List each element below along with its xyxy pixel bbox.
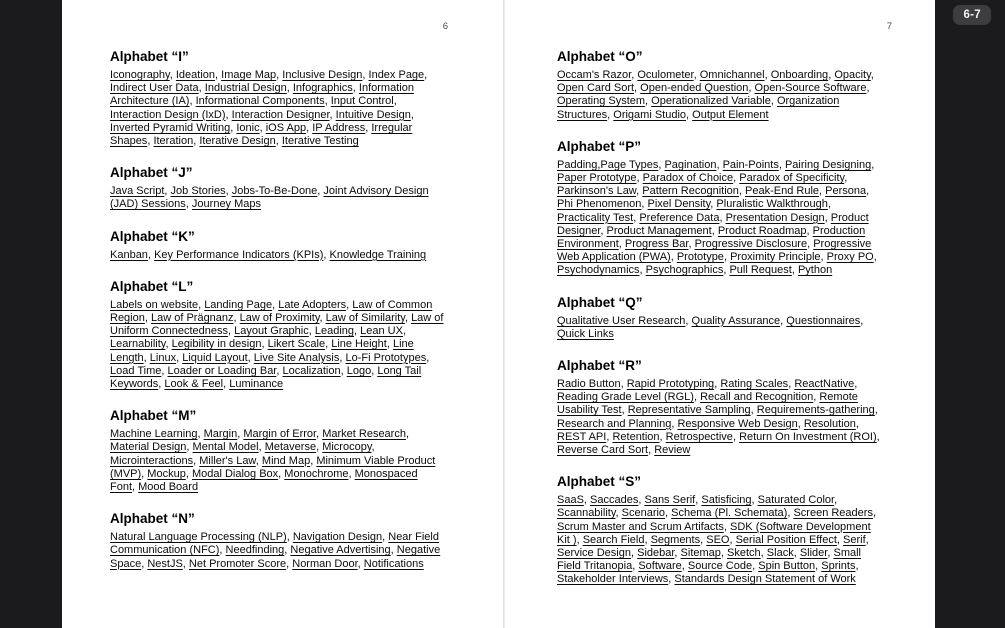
glossary-term-link[interactable]: Spin Button [758, 560, 816, 573]
glossary-term-link[interactable]: Scrum Master and Scrum Artifacts [557, 520, 724, 533]
glossary-term-link[interactable]: Retention [612, 430, 660, 443]
glossary-term-link[interactable]: Open-ended Question [640, 82, 749, 95]
glossary-term-link[interactable]: Quality Assurance [691, 314, 781, 327]
section-heading: Alphabet “O” [557, 49, 643, 64]
glossary-terms: Labels on website, Landing Page, Late Adopters, Law of Common Region, Law of Prägnanz, Law of Proximity, Law of Similarity, Law of Uniform Connectedness, Layout Graphic, Leading, Lean UX, Learnability, Legibility in design, Likert Scale, Line Height, Line Length, Linux, Liquid Layout, Live Site Analysis, Lo-Fi Prototypes, Load Time, Loader or Loading Bar, Localization, Logo, Long Tail Keywords, Look & Feel, Luminance [110, 298, 444, 391]
glossary-terms: Qualitative User Research, Quality Assurance, Questionnaires, Quick Links [557, 314, 864, 340]
glossary-term-link[interactable]: Scannability [557, 507, 616, 520]
glossary-term-link[interactable]: Needfinding [225, 544, 285, 557]
glossary-term-link[interactable]: Onboarding [770, 69, 829, 81]
glossary-term-link[interactable]: Journey Maps [191, 198, 262, 211]
glossary-term-link[interactable]: Joint Advisory Design (JAD) Sessions [110, 185, 429, 211]
glossary-term-link[interactable]: NestJS [147, 557, 183, 570]
glossary-term-link[interactable]: Source Code [687, 560, 753, 573]
glossary-term-link[interactable]: SaaS [557, 494, 584, 507]
glossary-term-link[interactable]: Mockup [147, 467, 186, 480]
page-right [505, 0, 935, 628]
section-heading: Alphabet “L” [110, 278, 194, 294]
glossary-term-link[interactable]: Software [638, 560, 682, 573]
glossary-term-link[interactable]: Natural Language Processing (NLP) [110, 531, 287, 544]
glossary-term-link[interactable]: Paradox of Choice [642, 172, 734, 185]
glossary-term-link[interactable]: SEO [706, 533, 730, 546]
glossary-term-link[interactable]: Pattern Recognition [642, 185, 739, 198]
glossary-term-link[interactable]: Rapid Prototyping [626, 378, 715, 391]
glossary-term-link[interactable]: Microcopy [322, 441, 372, 454]
glossary-term-link[interactable]: Inclusive Design [282, 69, 363, 81]
section-heading: Alphabet “N” [110, 511, 195, 527]
section-heading: Alphabet “S” [557, 474, 642, 490]
glossary-term-link[interactable]: Pain-Points [722, 158, 779, 171]
glossary-term-link[interactable]: Open-Source Software [754, 82, 867, 95]
glossary-term-link[interactable]: Progress Bar [624, 238, 689, 251]
glossary-term-link[interactable]: Leading [314, 325, 355, 338]
glossary-term-link[interactable]: Iteration [153, 135, 194, 148]
glossary-term-link[interactable]: Schema (Pl. Schemata) [671, 507, 788, 520]
glossary-term-link[interactable]: Paper Prototype [557, 172, 637, 185]
glossary-term-link[interactable]: Kanban [110, 248, 148, 261]
glossary-term-link[interactable]: Progressive Web Application (PWA) [557, 238, 872, 264]
glossary-term-link[interactable]: Interaction Designer [231, 108, 330, 121]
page-number: 7 [886, 21, 892, 32]
glossary-term-link[interactable]: Saccades [590, 494, 639, 507]
section-heading: Alphabet “R” [557, 358, 642, 374]
glossary-term-link[interactable]: Machine Learning [110, 428, 198, 441]
glossary-term-link[interactable]: Lo-Fi Prototypes [345, 351, 427, 364]
glossary-term-link[interactable]: Modal Dialog Box [191, 467, 279, 480]
glossary-terms: Padding,Page Types, Pagination, Pain-Points, Pairing Designing, Paper Prototype, Paradox of Choice, Paradox of Specificity, Parkinson's Law, Pattern Recognition, Peak-End Rule, Persona, Phi Phenomenon, Pixel Density, Pluralistic Walkthrough, Practicality Test, Preference Data, Presentation Design, Product Designer, Product Management, Product Roadmap, Production Environment, Progress Bar, Progressive Disclosure, Progressive Web Application (PWA), Prototype, Proximity Principle, Proxy PO, Psychodynamics, Psychographics, Pull Request, Python [557, 158, 877, 277]
glossary-term-link[interactable]: Requirements-gathering [756, 404, 875, 417]
glossary-term-link[interactable]: Review [654, 444, 691, 457]
glossary-term-link[interactable]: Layout Graphic [234, 325, 309, 338]
glossary-term-link[interactable]: Serial Position Effect [735, 533, 837, 546]
glossary-term-link[interactable]: Omnichannel [699, 69, 765, 81]
glossary-term-link[interactable]: Presentation Design [725, 211, 825, 224]
glossary-term-link[interactable]: Negative Advertising [290, 544, 391, 557]
glossary-term-link[interactable]: Line Height [331, 338, 387, 351]
section-heading: Alphabet “P” [557, 138, 642, 154]
glossary-terms: Kanban, Key Performance Indicators (KPIs), Knowledge Training [110, 248, 427, 261]
glossary-term-link[interactable]: Proxy PO [826, 251, 874, 264]
glossary-term-link[interactable]: Law of Proximity [239, 312, 320, 325]
page-spread [62, 0, 935, 628]
glossary-term-link[interactable]: Origami Studio [613, 108, 687, 121]
section-heading: Alphabet “I” [110, 49, 189, 64]
section-heading: Alphabet “J” [110, 165, 193, 181]
glossary-term-link[interactable]: Research and Planning [557, 417, 672, 430]
glossary-term-link[interactable]: Late Adopters [278, 298, 347, 311]
glossary-term-link[interactable]: Opacity [834, 69, 871, 81]
glossary-term-link[interactable]: Index Page [368, 69, 425, 81]
glossary-term-link[interactable]: Material Design [110, 441, 187, 454]
glossary-term-link[interactable]: Satisficing [701, 494, 752, 507]
glossary-term-link[interactable]: Indirect User Data [110, 82, 199, 95]
glossary-term-link[interactable]: Law of Common Region [110, 298, 433, 325]
glossary-term-link[interactable]: Standards Design Statement of Work [674, 573, 856, 586]
glossary-term-link[interactable]: Net Promoter Score [188, 557, 287, 570]
glossary-term-link[interactable]: Padding,Page Types [557, 158, 659, 171]
glossary-term-link[interactable]: Return On Investment (ROI) [739, 430, 877, 443]
glossary-term-link[interactable]: Liquid Layout [182, 351, 248, 364]
glossary-term-link[interactable]: Practicality Test [557, 211, 634, 224]
glossary-terms: Occam's Razor, Oculometer, Omnichannel, Onboarding, Opacity, Open Card Sort, Open-ended Question, Open-Source Software, Operating System, Operationalized Variable, Organization Structures, Origami Studio, Output Element [557, 69, 874, 121]
glossary-term-link[interactable]: Interaction Design (IxD) [110, 108, 226, 121]
glossary-term-link[interactable]: Small Field Tritanopia [557, 547, 861, 573]
glossary-term-link[interactable]: Industrial Design [204, 82, 287, 95]
glossary-term-link[interactable]: Production Environment [557, 224, 866, 251]
glossary-term-link[interactable]: Occam's Razor [557, 69, 632, 81]
glossary-term-link[interactable]: Irregular Shapes [110, 121, 413, 148]
glossary-term-link[interactable]: Metaverse [264, 441, 317, 454]
glossary-term-link[interactable]: Ideation [175, 69, 216, 81]
glossary-term-link[interactable]: Progressive Disclosure [694, 238, 808, 251]
glossary-term-link[interactable]: Monospaced Font [110, 467, 418, 494]
glossary-term-link[interactable]: Product Roadmap [717, 224, 807, 237]
glossary-term-link[interactable]: Operating System [557, 95, 646, 108]
glossary-term-link[interactable]: Miller's Law [199, 454, 256, 467]
glossary-term-link[interactable]: Law of Similarity [325, 312, 405, 325]
glossary-term-link[interactable]: Iconography [110, 69, 170, 81]
glossary-term-link[interactable]: Peak-End Rule [745, 185, 820, 198]
glossary-term-link[interactable]: Open Card Sort [557, 82, 635, 95]
glossary-term-link[interactable]: Java Script [110, 185, 165, 198]
glossary-term-link[interactable]: Recall and Recognition [700, 391, 814, 404]
glossary-term-link[interactable]: Learnability [110, 338, 166, 351]
glossary-term-link[interactable]: Pairing Designing [784, 158, 872, 171]
glossary-term-link[interactable]: Mind Map [261, 454, 311, 467]
glossary-term-link[interactable]: SDK (Software Development Kit ) [557, 520, 871, 546]
glossary-term-link[interactable]: Retrospective [665, 430, 733, 443]
glossary-term-link[interactable]: Qualitative User Research [557, 314, 686, 327]
glossary-terms: Iconography, Ideation, Image Map, Inclusive Design, Index Page, Indirect User Data, Industrial Design, Infographics, Information Architecture (IA), Informational Components, Input Control, Interaction Design (IxD), Interaction Designer, Intuitive Design, Inverted Pyramid Writing, Ionic, iOS App, IP Address, Irregular Shapes, Iteration, Iterative Design, Iterative Testing [110, 69, 428, 148]
glossary-term-link[interactable]: iOS App [265, 121, 307, 134]
glossary-term-link[interactable]: Key Performance Indicators (KPIs) [154, 248, 324, 261]
glossary-term-link[interactable]: Reverse Card Sort [557, 444, 649, 457]
glossary-term-link[interactable]: Oculometer [637, 69, 694, 81]
glossary-term-link[interactable]: Notifications [363, 557, 424, 570]
glossary-term-link[interactable]: Screen Readers [793, 507, 873, 520]
glossary-term-link[interactable]: Legibility in design [171, 338, 262, 351]
glossary-term-link[interactable]: Pluralistic Walkthrough [716, 198, 828, 211]
glossary-term-link[interactable]: Luminance [229, 378, 284, 391]
glossary-terms: Radio Button, Rapid Prototyping, Rating Scales, ReactNative, Reading Grade Level (RGL), Recall and Recognition, Remote Usability Test, Representative Sampling, Requirements-gathering, Research and Planning, Responsive Web Design, Resolution, REST API, Retention, Retrospective, Return On Investment (ROI), Reverse Card Sort, Review [557, 378, 880, 457]
glossary-term-link[interactable]: Segments [650, 533, 701, 546]
glossary-term-link[interactable]: Image Map [221, 69, 277, 81]
glossary-term-link[interactable]: Saturated Color [757, 494, 835, 507]
glossary-term-link[interactable]: Paradox of Specificity [739, 172, 845, 185]
page-content [505, 49, 883, 587]
glossary-term-link[interactable]: Iterative Design [199, 135, 276, 148]
glossary-term-link[interactable]: Iterative Testing [281, 135, 359, 148]
glossary-term-link[interactable]: Market Research [322, 428, 406, 441]
glossary-term-link[interactable]: Logo [346, 364, 372, 377]
glossary-term-link[interactable]: Sprints [821, 560, 856, 573]
glossary-term-link[interactable]: Job Stories [170, 185, 226, 198]
glossary-term-link[interactable]: Phi Phenomenon [557, 198, 642, 211]
glossary-term-link[interactable]: Near Field Communication (NFC) [110, 531, 439, 557]
glossary-term-link[interactable]: Scenario [621, 507, 666, 520]
glossary-term-link[interactable]: Sketch [727, 547, 761, 560]
glossary-term-link[interactable]: Reading Grade Level (RGL) [557, 391, 694, 404]
glossary-term-link[interactable]: Preference Data [639, 211, 720, 224]
glossary-term-link[interactable]: Parkinson's Law [557, 185, 637, 198]
glossary-term-link[interactable]: Input Control [330, 95, 394, 108]
glossary-term-link[interactable]: Sidebar [637, 547, 675, 560]
glossary-term-link[interactable]: Python [797, 264, 833, 277]
glossary-term-link[interactable]: Jobs-To-Be-Done [231, 185, 318, 198]
page-indicator-badge: 6-7 [953, 5, 991, 25]
glossary-term-link[interactable]: Radio Button [557, 378, 621, 391]
glossary-term-link[interactable]: Pixel Density [647, 198, 711, 211]
section-heading: Alphabet “M” [110, 408, 197, 424]
section-heading: Alphabet “Q” [557, 294, 643, 310]
glossary-term-link[interactable]: Margin of Error [243, 428, 317, 441]
glossary-term-link[interactable]: Long Tail Keywords [110, 364, 422, 391]
section-heading: Alphabet “K” [110, 228, 195, 244]
glossary-term-link[interactable]: Slider [799, 547, 828, 560]
glossary-term-link[interactable]: Line Length [110, 338, 414, 364]
glossary-term-link[interactable]: Mental Model [192, 441, 259, 454]
glossary-term-link[interactable]: Infographics [292, 82, 353, 95]
glossary-term-link[interactable]: Output Element [692, 108, 769, 121]
glossary-term-link[interactable]: Persona [825, 185, 867, 198]
glossary-term-link[interactable]: Responsive Web Design [677, 417, 798, 430]
glossary-term-link[interactable]: Microinteractions [110, 454, 194, 467]
glossary-term-link[interactable]: Inverted Pyramid Writing [110, 121, 231, 134]
glossary-term-link[interactable]: Live Site Analysis [253, 351, 340, 364]
glossary-term-link[interactable]: Prototype [676, 251, 724, 264]
glossary-term-link[interactable]: Load Time [110, 364, 162, 377]
glossary-term-link[interactable]: Remote Usability Test [557, 391, 858, 417]
glossary-terms: Machine Learning, Margin, Margin of Error, Market Research, Material Design, Mental Model, Metaverse, Microcopy, Microinteractions, Miller's Law, Mind Map, Minimum Viable Product (MVP), Mockup, Modal Dialog Box, Monochrome, Monospaced Font, Mood Board [110, 428, 436, 494]
glossary-term-link[interactable]: Likert Scale [267, 338, 326, 351]
glossary-term-link[interactable]: Service Design [557, 547, 631, 560]
glossary-term-link[interactable]: Intuitive Design [335, 108, 411, 121]
glossary-term-link[interactable]: Rating Scales [720, 378, 789, 391]
glossary-terms: Java Script, Job Stories, Jobs-To-Be-Done, Joint Advisory Design (JAD) Sessions, Journey Maps [110, 185, 429, 211]
glossary-term-link[interactable]: Search Field [582, 533, 645, 546]
glossary-term-link[interactable]: Loader or Loading Bar [167, 364, 277, 377]
glossary-term-link[interactable]: Margin [203, 428, 238, 441]
glossary-term-link[interactable]: Information Architecture (IA) [110, 82, 414, 108]
glossary-term-link[interactable]: Representative Sampling [627, 404, 751, 417]
glossary-term-link[interactable]: Psychodynamics [557, 264, 640, 277]
glossary-term-link[interactable]: Navigation Design [292, 531, 383, 544]
glossary-term-link[interactable]: Ionic [236, 121, 260, 134]
page-number: 6 [442, 21, 448, 32]
glossary-term-link[interactable]: Monochrome [284, 467, 349, 480]
glossary-term-link[interactable]: REST API [557, 430, 607, 443]
glossary-term-link[interactable]: Stakeholder Interviews [557, 573, 669, 586]
glossary-term-link[interactable]: Law of Prägnanz [150, 312, 234, 325]
glossary-term-link[interactable]: Quick Links [557, 327, 614, 340]
glossary-term-link[interactable]: Negative Space [110, 544, 441, 570]
glossary-term-link[interactable]: Questionnaires [786, 314, 861, 327]
glossary-term-link[interactable]: Proximity Principle [730, 251, 821, 264]
glossary-term-link[interactable]: Sans Serif [644, 494, 696, 507]
glossary-term-link[interactable]: Minimum Viable Product (MVP) [110, 454, 436, 480]
glossary-terms: Natural Language Processing (NLP), Navigation Design, Near Field Communication (NFC), Needfinding, Negative Advertising, Negative Space, NestJS, Net Promoter Score, Norman Door, Notifications [110, 531, 441, 570]
glossary-term-link[interactable]: Lean UX [360, 325, 403, 338]
glossary-term-link[interactable]: Look & Feel [164, 378, 224, 391]
glossary-term-link[interactable]: Serif [843, 533, 866, 546]
glossary-term-link[interactable]: Norman Door [292, 557, 358, 570]
glossary-term-link[interactable]: Landing Page [204, 298, 273, 311]
glossary-term-link[interactable]: Resolution [803, 417, 856, 430]
page-content [62, 49, 444, 571]
glossary-term-link[interactable]: Linux [149, 351, 177, 364]
glossary-term-link[interactable]: IP Address [312, 121, 366, 134]
glossary-term-link[interactable]: Informational Components [195, 95, 325, 108]
glossary-term-link[interactable]: Mood Board [138, 481, 199, 494]
page-left [62, 0, 503, 628]
glossary-term-link[interactable]: Localization [282, 364, 341, 377]
glossary-term-link[interactable]: Knowledge Training [329, 248, 427, 261]
glossary-term-link[interactable]: Law of Uniform Connectedness [110, 312, 444, 338]
glossary-term-link[interactable]: Labels on website [110, 298, 199, 311]
glossary-term-link[interactable]: Sitemap [680, 547, 721, 560]
glossary-terms: SaaS, Saccades, Sans Serif, Satisficing, Saturated Color, Scannability, Scenario, Schema (Pl. Schemata), Screen Readers, Scrum Master and Scrum Artifacts, SDK (Software Development Kit ), Search Field, Segments, SEO, Serial Position Effect, Serif, Service Design, Sidebar, Sitemap, Sketch, Slack, Slider, Small Field Tritanopia, Software, Source Code, Spin Button, Sprints, Stakeholder Interviews, Standards Design Statement of Work [557, 494, 877, 586]
glossary-term-link[interactable]: Psychographics [645, 264, 724, 277]
glossary-term-link[interactable]: Organization Structures [557, 95, 840, 121]
glossary-term-link[interactable]: Slack [766, 547, 794, 560]
glossary-term-link[interactable]: Product Management [606, 224, 712, 237]
glossary-term-link[interactable]: Pull Request [729, 264, 792, 277]
glossary-term-link[interactable]: Operationalized Variable [651, 95, 771, 108]
glossary-term-link[interactable]: ReactNative [794, 378, 855, 391]
glossary-term-link[interactable]: Pagination [664, 158, 717, 171]
glossary-term-link[interactable]: Product Designer [557, 211, 869, 237]
